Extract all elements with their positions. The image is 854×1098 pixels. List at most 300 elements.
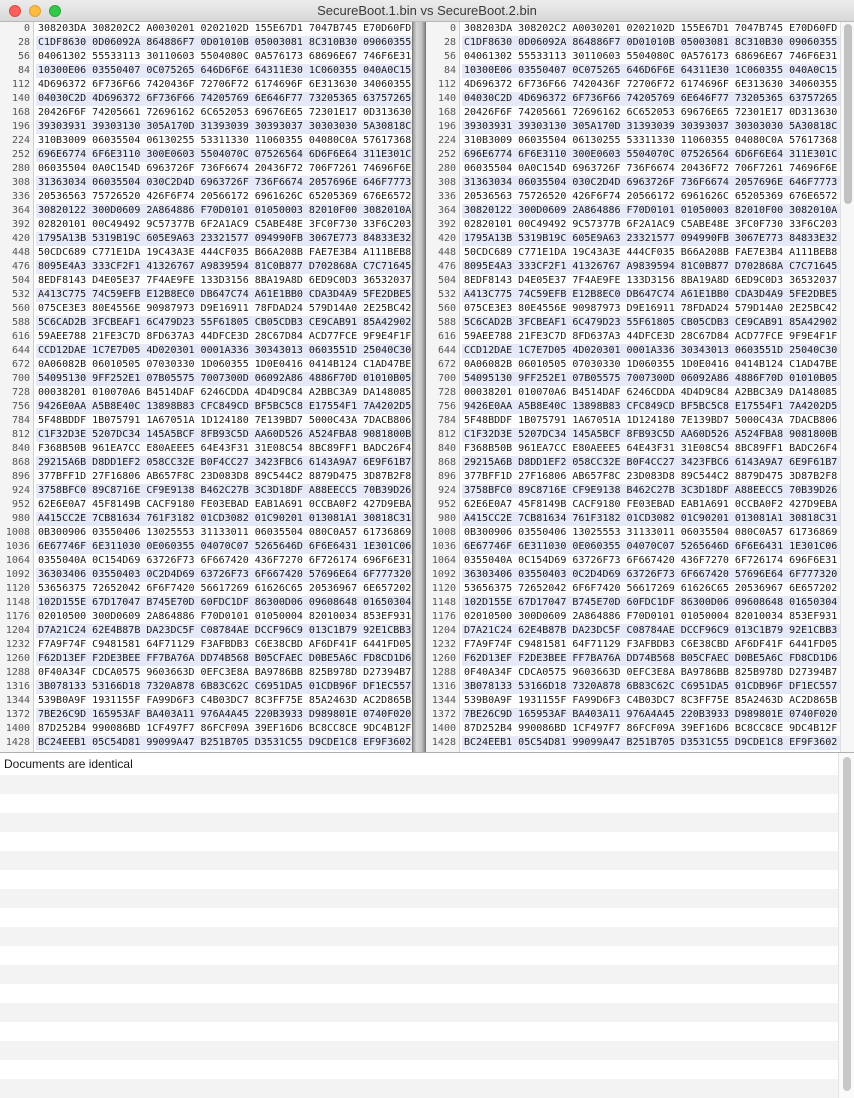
hex-row bbox=[426, 190, 840, 204]
row-offset: 728 bbox=[437, 387, 456, 398]
hex-row bbox=[0, 526, 412, 540]
row-hex-data: CCD12DAE 1C7E7D05 4D020301 0001A336 30343013 0603551D 25040C30 bbox=[38, 345, 412, 356]
row-offset: 1372 bbox=[431, 709, 456, 720]
hex-row bbox=[0, 92, 412, 106]
hex-row bbox=[426, 498, 840, 512]
row-offset: 952 bbox=[437, 499, 456, 510]
results-row bbox=[0, 908, 838, 927]
row-hex-data: A413C775 74C59EFB E12B8EC0 DB647C74 A61E1BB0 CDA3D4A9 5FE2DBE5 bbox=[462, 288, 840, 302]
hex-row bbox=[426, 596, 840, 610]
row-hex-data: 87D252B4 990086BD 1CF497F7 86FCF09A 39EF16D6 BC8CC8CE 9DC4B12F bbox=[38, 723, 412, 734]
row-offset: 28 bbox=[443, 37, 456, 48]
hex-row bbox=[426, 414, 840, 428]
row-offset: 28 bbox=[17, 37, 30, 48]
row-offset: 588 bbox=[437, 317, 456, 328]
row-offset: 924 bbox=[11, 485, 30, 496]
row-hex-data: F368B50B 961EA7CC E80AEEE5 64E43F31 31E08C54 8BC89FF1 BADC26F4 bbox=[464, 443, 838, 454]
hex-row bbox=[426, 442, 840, 456]
left-hex-pane[interactable] bbox=[0, 22, 412, 752]
row-offset: 196 bbox=[11, 121, 30, 132]
row-offset: 308 bbox=[11, 177, 30, 188]
row-offset: 812 bbox=[437, 429, 456, 440]
row-offset: 364 bbox=[437, 205, 456, 216]
row-hex-data: C1F32D3E 5207DC34 145A5BCF 8FB93C5D AA60D526 A524FBA8 9081800B bbox=[462, 428, 840, 442]
row-hex-data: 29215A6B D8DD1EF2 058CC32E B0F4CC27 3423FBC6 6143A9A7 6E9F61B7 bbox=[38, 457, 412, 468]
hex-row bbox=[426, 652, 840, 666]
row-offset: 280 bbox=[437, 163, 456, 174]
hex-row bbox=[426, 246, 840, 260]
results-scrollbar[interactable] bbox=[838, 753, 854, 1098]
row-hex-data: 7BE26C9D 165953AF BA403A11 976A4A45 220B3933 D989801E 0740F020 bbox=[38, 709, 412, 720]
row-offset: 756 bbox=[437, 401, 456, 412]
row-offset: 728 bbox=[11, 387, 30, 398]
row-offset: 1120 bbox=[431, 583, 456, 594]
compare-area bbox=[0, 22, 854, 752]
row-hex-data: F62D13EF F2DE3BEE FF7BA76A DD74B568 B05CFAEC D0BE5A6C FD8CD1D6 bbox=[462, 652, 840, 666]
row-hex-data: 0F40A34F CDCA0575 9603663D 0EFC3E8A BA9786BB 825B978D D27394B7 bbox=[38, 667, 412, 678]
row-offset: 224 bbox=[11, 135, 30, 146]
hex-row bbox=[0, 400, 412, 414]
hex-row bbox=[426, 330, 840, 344]
row-hex-data: 308203DA 308202C2 A0030201 0202102D 155E67D1 7047B745 E70D60FD bbox=[38, 23, 412, 34]
row-offset: 672 bbox=[11, 359, 30, 370]
hex-row bbox=[0, 106, 412, 120]
hex-row bbox=[426, 204, 840, 218]
row-hex-data: 59AEE788 21FE3C7D 8FD637A3 44DFCE3D 28C67D84 ACD77FCE 9F9E4F1F bbox=[464, 331, 838, 342]
row-hex-data: 377BFF1D 27F16806 AB657F8C 23D083D8 89C544C2 8879D475 3D87B2F8 bbox=[464, 471, 838, 482]
row-offset: 196 bbox=[437, 121, 456, 132]
row-hex-data: D7A21C24 62E4B87B DA23DC5F C08784AE DCCF96C9 013C1B79 92E1CBB3 bbox=[462, 624, 840, 638]
hex-row bbox=[426, 680, 840, 694]
row-offset: 1036 bbox=[5, 541, 30, 552]
row-offset: 980 bbox=[437, 513, 456, 524]
row-offset: 140 bbox=[11, 93, 30, 104]
row-hex-data: 04030C2D 4D696372 6F736F66 74205769 6E646F77 73205365 63757265 bbox=[462, 92, 840, 106]
row-offset: 448 bbox=[11, 247, 30, 258]
hex-row bbox=[0, 708, 412, 722]
row-hex-data: 36303406 03550403 0C2D4D69 63726F73 6F667420 57696E64 6F777320 bbox=[462, 568, 840, 582]
hex-row bbox=[0, 162, 412, 176]
hex-row bbox=[426, 36, 840, 50]
row-offset: 336 bbox=[437, 191, 456, 202]
row-offset: 420 bbox=[11, 233, 30, 244]
row-offset: 0 bbox=[449, 23, 456, 34]
results-row bbox=[0, 870, 838, 889]
row-offset: 1288 bbox=[431, 667, 456, 678]
hex-row bbox=[0, 120, 412, 134]
hex-row bbox=[0, 484, 412, 498]
hex-row bbox=[0, 372, 412, 386]
row-hex-data: 8EDF8143 D4E05E37 7F4AE9FE 133D3156 8BA19A8D 6ED9C0D3 36532037 bbox=[464, 275, 838, 286]
row-offset: 1400 bbox=[431, 723, 456, 734]
row-hex-data: 539B0A9F 1931155F FA99D6F3 C4B03DC7 8C3FF75E 85A2463D AC2D865B bbox=[38, 695, 412, 706]
row-hex-data: 3758BFC0 89C8716E CF9E9138 B462C27B 3C3D18DF A88EECC5 70B39D26 bbox=[462, 484, 840, 498]
hex-row bbox=[0, 694, 412, 708]
row-hex-data: 539B0A9F 1931155F FA99D6F3 C4B03DC7 8C3FF75E 85A2463D AC2D865B bbox=[464, 695, 838, 706]
row-hex-data: 0A06082B 06010505 07030330 1D060355 1D0E0416 0414B124 C1AD47BE bbox=[38, 359, 412, 370]
results-list bbox=[0, 752, 854, 1098]
row-hex-data: 075CE3E3 80E4556E 90987973 D9E16911 78FDAD24 579D14A0 2E25BC42 bbox=[38, 303, 412, 314]
hex-row bbox=[426, 526, 840, 540]
row-offset: 336 bbox=[11, 191, 30, 202]
row-offset: 840 bbox=[437, 443, 456, 454]
hex-row bbox=[426, 288, 840, 302]
row-hex-data: 87D252B4 990086BD 1CF497F7 86FCF09A 39EF16D6 BC8CC8CE 9DC4B12F bbox=[464, 723, 838, 734]
pane-divider[interactable] bbox=[412, 22, 426, 752]
row-hex-data: 8095E4A3 333CF2F1 41326767 A9839594 81C0B877 D702868A C7C71645 bbox=[462, 260, 840, 274]
hex-row bbox=[0, 316, 412, 330]
row-offset: 924 bbox=[437, 485, 456, 496]
row-hex-data: BC24EEB1 05C54D81 99099A47 B251B705 D3531C55 D9CDE1C8 EF9F3602 bbox=[38, 737, 412, 748]
hex-row bbox=[0, 638, 412, 652]
hex-row bbox=[426, 694, 840, 708]
row-offset: 1092 bbox=[431, 569, 456, 580]
row-hex-data: 39303931 39303130 305A170D 31393039 30393037 30303030 5A30818C bbox=[462, 120, 840, 134]
row-offset: 224 bbox=[437, 135, 456, 146]
row-offset: 420 bbox=[437, 233, 456, 244]
hex-row bbox=[426, 92, 840, 106]
row-hex-data: 02820101 00C49492 9C57377B 6F2A1AC9 C5ABE48E 3FC0F730 33F6C203 bbox=[38, 219, 412, 230]
row-hex-data: 075CE3E3 80E4556E 90987973 D9E16911 78FDAD24 579D14A0 2E25BC42 bbox=[464, 303, 838, 314]
hex-row bbox=[0, 652, 412, 666]
hex-row bbox=[426, 372, 840, 386]
hex-row bbox=[0, 134, 412, 148]
row-hex-data: 3758BFC0 89C8716E CF9E9138 B462C27B 3C3D18DF A88EECC5 70B39D26 bbox=[38, 485, 412, 496]
results-scrollbar-thumb[interactable] bbox=[843, 757, 851, 1091]
hex-row bbox=[426, 120, 840, 134]
row-offset: 448 bbox=[437, 247, 456, 258]
hex-row bbox=[0, 596, 412, 610]
row-hex-data: 0355040A 0C154D69 63726F73 6F667420 436F7270 6F726174 696F6E31 bbox=[464, 555, 838, 566]
results-row bbox=[0, 794, 838, 813]
row-hex-data: 308203DA 308202C2 A0030201 0202102D 155E67D1 7047B745 E70D60FD bbox=[464, 23, 838, 34]
hex-row bbox=[0, 442, 412, 456]
row-offset: 532 bbox=[11, 289, 30, 300]
row-hex-data: 62E6E0A7 45F8149B CACF9180 FE03EBAD EAB1A691 0CCBA0F2 427D9EBA bbox=[38, 499, 412, 510]
row-offset: 812 bbox=[11, 429, 30, 440]
row-offset: 252 bbox=[437, 149, 456, 160]
hex-row bbox=[426, 358, 840, 372]
comparison-status: Documents are identical bbox=[0, 753, 838, 775]
row-offset: 392 bbox=[437, 219, 456, 230]
row-hex-data: 4D696372 6F736F66 7420436F 72706F72 6174696F 6E313630 34060355 bbox=[464, 79, 838, 90]
window-title: SecureBoot.1.bin vs SecureBoot.2.bin bbox=[317, 3, 537, 18]
results-row bbox=[0, 946, 838, 965]
row-offset: 840 bbox=[11, 443, 30, 454]
row-offset: 1008 bbox=[431, 527, 456, 538]
row-hex-data: 20426F6F 74205661 72696162 6C652053 69676E65 72301E17 0D313630 bbox=[38, 107, 412, 118]
row-hex-data: 02820101 00C49492 9C57377B 6F2A1AC9 C5ABE48E 3FC0F730 33F6C203 bbox=[464, 219, 838, 230]
row-offset: 700 bbox=[437, 373, 456, 384]
row-offset: 84 bbox=[443, 65, 456, 76]
hex-row bbox=[0, 22, 412, 36]
row-offset: 168 bbox=[437, 107, 456, 118]
row-offset: 1064 bbox=[5, 555, 30, 566]
row-hex-data: 31363034 06035504 030C2D4D 6963726F 736F6674 2057696E 646F7773 bbox=[462, 176, 840, 190]
hex-row bbox=[426, 162, 840, 176]
hex-row bbox=[0, 582, 412, 596]
row-hex-data: 36303406 03550403 0C2D4D69 63726F73 6F667420 57696E64 6F777320 bbox=[38, 569, 412, 580]
row-hex-data: 04061302 55533113 30110603 5504080C 0A576173 68696E67 746F6E31 bbox=[464, 51, 838, 62]
row-offset: 756 bbox=[11, 401, 30, 412]
row-hex-data: 20426F6F 74205661 72696162 6C652053 69676E65 72301E17 0D313630 bbox=[464, 107, 838, 118]
row-offset: 1092 bbox=[5, 569, 30, 580]
row-offset: 1204 bbox=[5, 625, 30, 636]
row-hex-data: 5C6CAD2B 3FCBEAF1 6C479D23 55F61805 CB05CDB3 CE9CAB91 85A42902 bbox=[38, 317, 412, 328]
row-offset: 1176 bbox=[431, 611, 456, 622]
row-hex-data: 6E67746F 6E311030 0E060355 04070C07 5265646D 6F6E6431 1E301C06 bbox=[462, 540, 840, 554]
results-row bbox=[0, 927, 838, 946]
row-offset: 896 bbox=[437, 471, 456, 482]
results-row bbox=[0, 1060, 838, 1079]
hex-row bbox=[426, 456, 840, 470]
hex-row bbox=[426, 512, 840, 526]
hex-row bbox=[0, 610, 412, 624]
row-hex-data: 00038201 010070A6 B4514DAF 6246CDDA 4D4D9C84 A2BBC3A9 DA148085 bbox=[464, 387, 838, 398]
hex-row bbox=[0, 470, 412, 484]
row-hex-data: 06035504 0A0C154D 6963726F 736F6674 20436F72 706F7261 74696F6E bbox=[38, 163, 412, 174]
hex-row bbox=[426, 148, 840, 162]
hex-row bbox=[426, 386, 840, 400]
row-hex-data: 39303931 39303130 305A170D 31393039 30393037 30303030 5A30818C bbox=[38, 121, 412, 132]
row-hex-data: 696E6774 6F6E3110 300E0603 5504070C 07526564 6D6F6E64 311E301C bbox=[38, 149, 412, 160]
row-offset: 504 bbox=[437, 275, 456, 286]
hex-row bbox=[426, 722, 840, 736]
hex-row bbox=[426, 134, 840, 148]
results-row bbox=[0, 851, 838, 870]
hex-row bbox=[0, 456, 412, 470]
row-offset: 308 bbox=[437, 177, 456, 188]
hex-row bbox=[0, 330, 412, 344]
row-offset: 1036 bbox=[431, 541, 456, 552]
row-hex-data: 7BE26C9D 165953AF BA403A11 976A4A45 220B3933 D989801E 0740F020 bbox=[462, 708, 840, 722]
hex-row bbox=[426, 582, 840, 596]
row-hex-data: 1795A13B 5319B19C 605E9A63 23321577 094990FB 3067E773 84833E32 bbox=[462, 232, 840, 246]
hex-row bbox=[0, 358, 412, 372]
hex-row bbox=[426, 344, 840, 358]
hex-row bbox=[426, 78, 840, 92]
row-hex-data: 02010500 300D0609 2A864886 F70D0101 01050004 82010034 853EF931 bbox=[38, 611, 412, 622]
results-row bbox=[0, 775, 838, 794]
row-offset: 476 bbox=[11, 261, 30, 272]
row-hex-data: 1795A13B 5319B19C 605E9A63 23321577 094990FB 3067E773 84833E32 bbox=[38, 233, 412, 244]
row-offset: 980 bbox=[11, 513, 30, 524]
row-offset: 476 bbox=[437, 261, 456, 272]
row-hex-data: 3B078133 53166D18 7320A878 6B83C62C C6951DA5 01CDB96F DF1EC557 bbox=[38, 681, 412, 692]
row-offset: 1232 bbox=[5, 639, 30, 650]
row-offset: 952 bbox=[11, 499, 30, 510]
row-hex-data: 50CDC689 C771E1DA 19C43A3E 444CF035 B66A208B FAE7E3B4 A111BEB8 bbox=[38, 247, 412, 258]
row-offset: 56 bbox=[17, 51, 30, 62]
row-offset: 1316 bbox=[431, 681, 456, 692]
hex-row bbox=[0, 36, 412, 50]
row-hex-data: BC24EEB1 05C54D81 99099A47 B251B705 D3531C55 D9CDE1C8 EF9F3602 bbox=[462, 736, 840, 750]
title-bar bbox=[0, 0, 854, 22]
row-offset: 1372 bbox=[5, 709, 30, 720]
row-offset: 1260 bbox=[431, 653, 456, 664]
row-offset: 672 bbox=[437, 359, 456, 370]
row-hex-data: F368B50B 961EA7CC E80AEEE5 64E43F31 31E08C54 8BC89FF1 BADC26F4 bbox=[38, 443, 412, 454]
row-offset: 644 bbox=[437, 345, 456, 356]
row-hex-data: 62E6E0A7 45F8149B CACF9180 FE03EBAD EAB1A691 0CCBA0F2 427D9EBA bbox=[464, 499, 838, 510]
row-hex-data: 30820122 300D0609 2A864886 F70D0101 01050003 82010F00 3082010A bbox=[462, 204, 840, 218]
row-hex-data: 31363034 06035504 030C2D4D 6963726F 736F6674 2057696E 646F7773 bbox=[38, 177, 412, 188]
hex-row bbox=[0, 260, 412, 274]
row-hex-data: 20536563 75726520 426F6F74 20566172 6961626C 65205369 676E6572 bbox=[464, 191, 838, 202]
hex-row bbox=[426, 540, 840, 554]
compare-scrollbar-thumb[interactable] bbox=[844, 24, 852, 204]
hex-row bbox=[426, 610, 840, 624]
row-offset: 532 bbox=[437, 289, 456, 300]
row-offset: 0 bbox=[23, 23, 30, 34]
row-hex-data: 310B3009 06035504 06130255 53311330 11060355 04080C0A 57617368 bbox=[38, 135, 412, 146]
hex-row bbox=[0, 554, 412, 568]
row-offset: 1400 bbox=[5, 723, 30, 734]
results-row bbox=[0, 1079, 838, 1098]
row-offset: 280 bbox=[11, 163, 30, 174]
row-offset: 1204 bbox=[431, 625, 456, 636]
row-hex-data: 9426E0AA A5B8E40C 13898B83 CFC849CD BF5BC5C8 E17554F1 7A4202D5 bbox=[462, 400, 840, 414]
hex-row bbox=[426, 302, 840, 316]
hex-row bbox=[0, 512, 412, 526]
hex-row bbox=[0, 64, 412, 78]
hex-row bbox=[426, 400, 840, 414]
row-hex-data: C1DF8630 0D06092A 864886F7 0D01010B 05003081 8C310B30 09060355 bbox=[462, 36, 840, 50]
row-offset: 1232 bbox=[431, 639, 456, 650]
row-hex-data: 8095E4A3 333CF2F1 41326767 A9839594 81C0B877 D702868A C7C71645 bbox=[38, 261, 412, 272]
hex-row bbox=[0, 246, 412, 260]
row-offset: 588 bbox=[11, 317, 30, 328]
row-offset: 112 bbox=[437, 79, 456, 90]
hex-row bbox=[0, 274, 412, 288]
row-offset: 1344 bbox=[5, 695, 30, 706]
hex-row bbox=[426, 484, 840, 498]
compare-scrollbar[interactable] bbox=[840, 22, 854, 752]
row-offset: 784 bbox=[11, 415, 30, 426]
hex-row bbox=[426, 274, 840, 288]
row-hex-data: 6E67746F 6E311030 0E060355 04070C07 5265646D 6F6E6431 1E301C06 bbox=[38, 541, 412, 552]
hex-row bbox=[0, 428, 412, 442]
row-hex-data: A415CC2E 7CB81634 761F3182 01CD3082 01C90201 013081A1 30818C31 bbox=[462, 512, 840, 526]
hex-row bbox=[0, 498, 412, 512]
row-hex-data: C1DF8630 0D06092A 864886F7 0D01010B 05003081 8C310B30 09060355 bbox=[38, 37, 412, 48]
hex-row bbox=[426, 176, 840, 190]
hex-row bbox=[0, 680, 412, 694]
hex-row bbox=[426, 316, 840, 330]
row-hex-data: D7A21C24 62E4B87B DA23DC5F C08784AE DCCF96C9 013C1B79 92E1CBB3 bbox=[38, 625, 412, 636]
hex-row bbox=[0, 190, 412, 204]
hex-row bbox=[0, 568, 412, 582]
row-offset: 84 bbox=[17, 65, 30, 76]
hex-row bbox=[426, 218, 840, 232]
hex-row bbox=[0, 232, 412, 246]
row-hex-data: 0355040A 0C154D69 63726F73 6F667420 436F7270 6F726174 696F6E31 bbox=[38, 555, 412, 566]
hex-row bbox=[426, 666, 840, 680]
hex-row bbox=[0, 288, 412, 302]
row-offset: 700 bbox=[11, 373, 30, 384]
hex-row bbox=[426, 50, 840, 64]
hex-row bbox=[0, 176, 412, 190]
row-offset: 112 bbox=[11, 79, 30, 90]
row-hex-data: 50CDC689 C771E1DA 19C43A3E 444CF035 B66A208B FAE7E3B4 A111BEB8 bbox=[464, 247, 838, 258]
row-hex-data: 02010500 300D0609 2A864886 F70D0101 01050004 82010034 853EF931 bbox=[464, 611, 838, 622]
row-offset: 616 bbox=[437, 331, 456, 342]
row-offset: 1148 bbox=[431, 597, 456, 608]
row-offset: 1008 bbox=[5, 527, 30, 538]
row-offset: 1288 bbox=[5, 667, 30, 678]
row-hex-data: F62D13EF F2DE3BEE FF7BA76A DD74B568 B05CFAEC D0BE5A6C FD8CD1D6 bbox=[38, 653, 412, 664]
results-row bbox=[0, 1003, 838, 1022]
hex-row bbox=[0, 218, 412, 232]
row-hex-data: 5F48BDDF 1B075791 1A67051A 1D124180 7E139BD7 5000C43A 7DACB806 bbox=[464, 415, 838, 426]
hex-row bbox=[426, 568, 840, 582]
hex-row bbox=[426, 106, 840, 120]
hex-row bbox=[426, 470, 840, 484]
hex-row bbox=[0, 722, 412, 736]
row-offset: 504 bbox=[11, 275, 30, 286]
row-hex-data: A413C775 74C59EFB E12B8EC0 DB647C74 A61E1BB0 CDA3D4A9 5FE2DBE5 bbox=[38, 289, 412, 300]
row-hex-data: C1F32D3E 5207DC34 145A5BCF 8FB93C5D AA60D526 A524FBA8 9081800B bbox=[38, 429, 412, 440]
row-offset: 644 bbox=[11, 345, 30, 356]
row-offset: 896 bbox=[11, 471, 30, 482]
row-offset: 364 bbox=[11, 205, 30, 216]
hex-row bbox=[0, 302, 412, 316]
row-offset: 392 bbox=[11, 219, 30, 230]
hex-row bbox=[0, 386, 412, 400]
row-hex-data: 53656375 72652042 6F6F7420 56617269 61626C65 20536967 6E657202 bbox=[464, 583, 838, 594]
hex-row bbox=[0, 78, 412, 92]
hex-row bbox=[0, 736, 412, 750]
hex-row bbox=[0, 344, 412, 358]
results-row bbox=[0, 832, 838, 851]
hex-row bbox=[426, 428, 840, 442]
row-hex-data: 8EDF8143 D4E05E37 7F4AE9FE 133D3156 8BA19A8D 6ED9C0D3 36532037 bbox=[38, 275, 412, 286]
row-hex-data: 5C6CAD2B 3FCBEAF1 6C479D23 55F61805 CB05CDB3 CE9CAB91 85A42902 bbox=[462, 316, 840, 330]
row-offset: 168 bbox=[11, 107, 30, 118]
row-hex-data: 0B300906 03550406 13025553 31133011 06035504 080C0A57 61736869 bbox=[464, 527, 838, 538]
row-offset: 1120 bbox=[5, 583, 30, 594]
row-offset: 1260 bbox=[5, 653, 30, 664]
row-hex-data: F7A9F74F C9481581 64F71129 F3AFBDB3 C6E38CBD AF6DF41F 6441FD05 bbox=[464, 639, 838, 650]
row-hex-data: 59AEE788 21FE3C7D 8FD637A3 44DFCE3D 28C67D84 ACD77FCE 9F9E4F1F bbox=[38, 331, 412, 342]
row-hex-data: 696E6774 6F6E3110 300E0603 5504070C 07526564 6D6F6E64 311E301C bbox=[462, 148, 840, 162]
row-hex-data: 9426E0AA A5B8E40C 13898B83 CFC849CD BF5BC5C8 E17554F1 7A4202D5 bbox=[38, 401, 412, 412]
hex-row bbox=[426, 624, 840, 638]
row-hex-data: 54095130 9FF252E1 07B05575 7007300D 06092A86 4886F70D 01010B05 bbox=[462, 372, 840, 386]
row-hex-data: 06035504 0A0C154D 6963726F 736F6674 20436F72 706F7261 74696F6E bbox=[464, 163, 838, 174]
row-hex-data: 102D155E 67D17047 B745E70D 60FDC1DF 86300D06 09608648 01650304 bbox=[38, 597, 412, 608]
row-hex-data: 377BFF1D 27F16806 AB657F8C 23D083D8 89C544C2 8879D475 3D87B2F8 bbox=[38, 471, 412, 482]
hex-row bbox=[0, 414, 412, 428]
hex-row bbox=[426, 736, 840, 750]
results-row bbox=[0, 813, 838, 832]
results-row bbox=[0, 984, 838, 1003]
row-hex-data: 54095130 9FF252E1 07B05575 7007300D 06092A86 4886F70D 01010B05 bbox=[38, 373, 412, 384]
row-hex-data: 3B078133 53166D18 7320A878 6B83C62C C6951DA5 01CDB96F DF1EC557 bbox=[462, 680, 840, 694]
hex-row bbox=[0, 666, 412, 680]
row-hex-data: A415CC2E 7CB81634 761F3182 01CD3082 01C90201 013081A1 30818C31 bbox=[38, 513, 412, 524]
right-hex-pane[interactable] bbox=[426, 22, 840, 752]
row-hex-data: 102D155E 67D17047 B745E70D 60FDC1DF 86300D06 09608648 01650304 bbox=[462, 596, 840, 610]
row-hex-data: 4D696372 6F736F66 7420436F 72706F72 6174696F 6E313630 34060355 bbox=[38, 79, 412, 90]
row-hex-data: 29215A6B D8DD1EF2 058CC32E B0F4CC27 3423FBC6 6143A9A7 6E9F61B7 bbox=[462, 456, 840, 470]
hex-row bbox=[426, 554, 840, 568]
row-offset: 1428 bbox=[431, 737, 456, 748]
results-row bbox=[0, 965, 838, 984]
row-offset: 1148 bbox=[5, 597, 30, 608]
row-offset: 1428 bbox=[5, 737, 30, 748]
row-offset: 868 bbox=[437, 457, 456, 468]
